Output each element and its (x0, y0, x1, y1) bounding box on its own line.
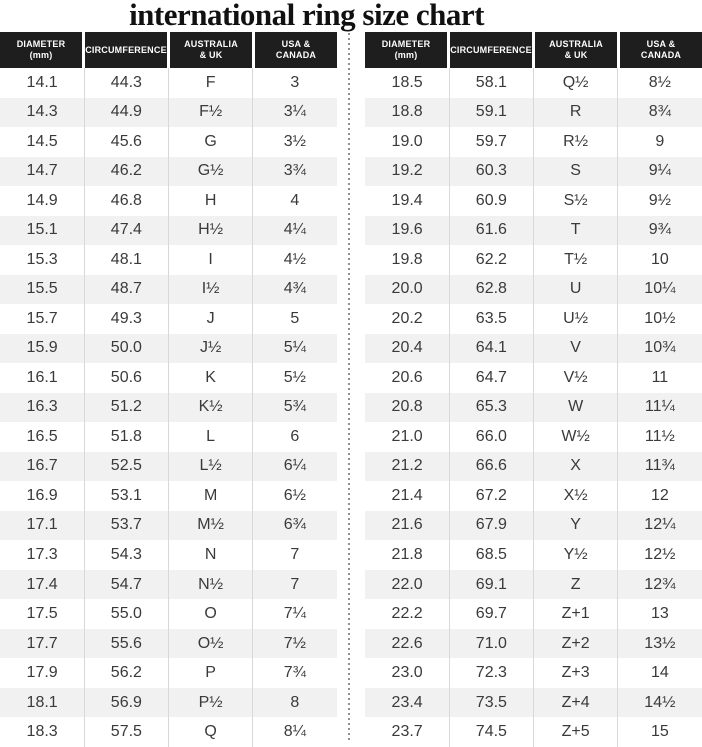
table-cell: 66.0 (475, 427, 507, 445)
column-header-line: & UK (199, 50, 223, 60)
column-header-usa-canada (620, 32, 702, 68)
column-header-line: & UK (564, 50, 588, 60)
table-cell: 9 (655, 132, 665, 150)
table-cell: 16.9 (26, 486, 58, 504)
table-cell: W (568, 398, 584, 416)
column-header-line: CANADA (640, 50, 682, 60)
table-cell: X½ (563, 486, 588, 504)
table-cell: 8¼ (283, 723, 306, 741)
column-header-line: DIAMETER (381, 39, 431, 49)
table-cell: 44.9 (110, 103, 142, 121)
table-cell: 21.2 (391, 457, 423, 475)
table-cell: 53.7 (110, 516, 142, 534)
table-cell: 8 (290, 693, 300, 711)
table-cell: 50.0 (110, 339, 142, 357)
table-cell: 50.6 (110, 368, 142, 386)
table-cell: 49.3 (110, 309, 142, 327)
table-cell: 19.0 (391, 132, 423, 150)
table-row (365, 511, 702, 541)
table-cell: 4¾ (283, 280, 306, 298)
table-cell: F½ (199, 103, 223, 121)
table-cell: 22.0 (391, 575, 423, 593)
table-cell: H½ (198, 221, 224, 239)
table-row (0, 599, 337, 629)
table-header-row (0, 32, 337, 68)
table-cell: 4½ (283, 250, 306, 268)
table-cell: 22.6 (391, 634, 423, 652)
table-row (0, 157, 337, 187)
column-header-australia-uk (170, 32, 252, 68)
table-row (365, 216, 702, 246)
table-row (365, 363, 702, 393)
table-cell: 59.1 (475, 103, 507, 121)
table-cell: 20.0 (391, 280, 423, 298)
table-cell: 47.4 (110, 221, 142, 239)
table-row (365, 422, 702, 452)
table-row (365, 98, 702, 128)
table-cell: 18.5 (391, 73, 423, 91)
table-cell: 46.8 (110, 191, 142, 209)
table-cell: 6¾ (283, 516, 306, 534)
table-cell: 54.3 (110, 546, 142, 563)
table-cell: K (205, 368, 216, 386)
table-cell: R½ (563, 132, 589, 150)
table-cell: 7 (290, 546, 300, 563)
table-cell: 14 (650, 664, 669, 682)
table-row (0, 186, 337, 216)
table-cell: 59.7 (475, 132, 507, 150)
table-cell: Z+3 (561, 664, 590, 682)
column-header-australia-uk (535, 32, 617, 68)
table-cell: U½ (563, 309, 589, 327)
column-header-line: USA & (281, 39, 311, 49)
table-cell: 16.3 (26, 398, 58, 416)
table-cell: 7½ (283, 634, 306, 652)
table-cell: 74.5 (475, 723, 507, 741)
table-cell: P½ (198, 693, 223, 711)
table-cell: 9½ (648, 191, 671, 209)
table-cell: 21.8 (391, 546, 423, 563)
table-row (365, 540, 702, 570)
table-cell: 5¼ (283, 339, 306, 357)
ring-size-table-right (365, 32, 702, 747)
table-cell: 62.8 (475, 280, 507, 298)
table-cell: M (203, 486, 218, 504)
table-cell: I (208, 250, 213, 268)
table-row (365, 275, 702, 305)
table-row (365, 186, 702, 216)
table-cell: 69.1 (475, 575, 507, 593)
table-cell: U (569, 280, 582, 298)
table-cell: 9¼ (648, 162, 671, 180)
table-cell: N (204, 546, 217, 563)
table-row (0, 570, 337, 600)
table-cell: Z+2 (561, 634, 590, 652)
table-row (0, 393, 337, 423)
table-cell: 17.7 (26, 634, 58, 652)
table-cell: L½ (199, 457, 222, 475)
table-cell: 7 (290, 575, 300, 593)
table-cell: N½ (198, 575, 224, 593)
table-row (365, 127, 702, 157)
table-cell: T½ (564, 250, 588, 268)
table-row (365, 481, 702, 511)
table-cell: H (204, 191, 217, 209)
table-cell: L (206, 427, 216, 445)
table-cell: 67.9 (475, 516, 507, 534)
table-cell: W½ (561, 427, 590, 445)
table-row (0, 68, 337, 98)
table-cell: Z+1 (561, 605, 590, 623)
table-cell: 12½ (644, 546, 676, 563)
table-row (0, 717, 337, 747)
table-cell: 11 (651, 368, 669, 386)
table-row (365, 658, 702, 688)
table-row (0, 481, 337, 511)
table-cell: 21.6 (391, 516, 423, 534)
table-cell: V (570, 339, 581, 357)
table-cell: 46.2 (110, 162, 142, 180)
table-row (365, 68, 702, 98)
table-cell: 73.5 (475, 693, 507, 711)
table-cell: 15.1 (26, 221, 58, 239)
table-row (0, 304, 337, 334)
table-cell: 3½ (283, 132, 306, 150)
table-cell: 54.7 (110, 575, 142, 593)
table-cell: O (204, 605, 217, 623)
table-row (365, 570, 702, 600)
table-cell: 4 (290, 191, 300, 209)
table-cell: 52.5 (110, 457, 142, 475)
table-cell: X (570, 457, 581, 475)
table-cell: 57.5 (110, 723, 142, 741)
table-cell: G (204, 132, 217, 150)
table-cell: 19.8 (391, 250, 423, 268)
column-header-line: AUSTRALIA (184, 39, 238, 49)
table-cell: 44.3 (110, 73, 142, 91)
table-cell: 13½ (644, 634, 676, 652)
table-row (0, 216, 337, 246)
column-header-line: (mm) (394, 50, 418, 60)
table-cell: 5½ (283, 368, 306, 386)
table-cell: T (570, 221, 581, 239)
table-cell: 23.0 (391, 664, 423, 682)
table-row (0, 422, 337, 452)
column-header-usa-canada (255, 32, 337, 68)
table-cell: 23.4 (391, 693, 423, 711)
table-cell: 51.8 (110, 427, 142, 445)
table-cell: Q½ (562, 73, 589, 91)
table-cell: 6½ (283, 486, 306, 504)
table-row (365, 599, 702, 629)
table-cell: 15.5 (26, 280, 58, 298)
table-cell: 55.6 (110, 634, 142, 652)
table-cell: 13 (650, 605, 669, 623)
table-cell: Z+5 (561, 723, 590, 741)
column-header-line: (mm) (29, 50, 53, 60)
table-cell: 17.5 (26, 605, 58, 623)
table-row (365, 245, 702, 275)
table-cell: Z+4 (561, 693, 590, 711)
table-row (365, 304, 702, 334)
table-cell: 20.4 (391, 339, 423, 357)
table-cell: 15 (650, 723, 669, 741)
table-row (0, 452, 337, 482)
table-cell: Z (570, 575, 581, 593)
table-cell: 14.1 (26, 73, 58, 91)
table-cell: 68.5 (475, 546, 507, 563)
ring-size-table-left (0, 32, 337, 747)
table-row (0, 688, 337, 718)
table-cell: 56.2 (110, 664, 142, 682)
table-cell: 16.1 (26, 368, 58, 386)
table-cell: 5¾ (283, 398, 306, 416)
column-header-line: CIRCUMFERENCE (85, 44, 167, 55)
table-cell: 16.7 (26, 457, 58, 475)
table-cell: 63.5 (475, 309, 507, 327)
table-row (0, 511, 337, 541)
table-cell: 56.9 (110, 693, 142, 711)
table-cell: 17.4 (26, 575, 58, 593)
table-cell: 18.3 (26, 723, 58, 741)
table-cell: 11½ (644, 427, 675, 445)
table-cell: 60.9 (475, 191, 507, 209)
table-cell: 20.6 (391, 368, 423, 386)
table-cell: 65.3 (475, 398, 507, 416)
table-cell: 23.7 (391, 723, 423, 741)
table-cell: G½ (197, 162, 224, 180)
table-cell: O½ (197, 634, 224, 652)
table-cell: I½ (201, 280, 220, 298)
table-row (0, 658, 337, 688)
table-cell: 61.6 (475, 221, 507, 239)
table-row (365, 393, 702, 423)
table-cell: 6¼ (283, 457, 306, 475)
table-cell: 14.9 (26, 191, 58, 209)
table-cell: 7¼ (283, 605, 306, 623)
table-cell: 12¾ (644, 575, 676, 593)
table-cell: 3¾ (283, 162, 306, 180)
table-row (365, 629, 702, 659)
column-header-line: AUSTRALIA (549, 39, 603, 49)
table-cell: 18.1 (26, 693, 58, 711)
table-cell: 64.1 (475, 339, 507, 357)
table-cell: 22.2 (391, 605, 423, 623)
table-cell: 12 (650, 486, 669, 504)
column-header-line: CIRCUMFERENCE (450, 44, 532, 55)
table-cell: 48.7 (110, 280, 142, 298)
table-cell: M½ (197, 516, 224, 534)
table-cell: 17.3 (26, 546, 58, 563)
table-header-row (365, 32, 702, 68)
table-cell: 3¼ (283, 103, 306, 121)
table-row (365, 334, 702, 364)
table-cell: 18.8 (391, 103, 423, 121)
table-cell: 11¼ (644, 398, 675, 416)
table-cell: 7¾ (283, 664, 306, 682)
table-cell: 21.4 (391, 486, 423, 504)
table-cell: 15.9 (26, 339, 58, 357)
table-cell: J½ (199, 339, 222, 357)
table-cell: P (205, 664, 216, 682)
table-cell: 72.3 (475, 664, 507, 682)
table-cell: R (569, 103, 582, 121)
table-cell: 14.7 (26, 162, 58, 180)
dotted-divider-line (348, 33, 350, 743)
page-title: international ring size chart (129, 0, 484, 32)
table-cell: 19.6 (391, 221, 423, 239)
table-cell: 12¼ (644, 516, 676, 534)
column-header-circumference (450, 32, 532, 68)
table-cell: 14.5 (26, 132, 58, 150)
table-cell: 10¼ (644, 280, 676, 298)
table-cell: 5 (290, 309, 300, 327)
table-cell: 60.3 (475, 162, 507, 180)
table-body-left (0, 68, 337, 747)
table-cell: 51.2 (110, 398, 142, 416)
table-cell: 64.7 (475, 368, 507, 386)
table-cell: 55.0 (110, 605, 142, 623)
table-row (365, 688, 702, 718)
table-cell: 71.0 (475, 634, 507, 652)
table-cell: S (570, 162, 581, 180)
table-row (0, 629, 337, 659)
table-cell: 10½ (644, 309, 676, 327)
table-cell: 66.6 (475, 457, 507, 475)
table-cell: 17.9 (26, 664, 58, 682)
table-row (365, 157, 702, 187)
table-cell: V½ (563, 368, 588, 386)
table-cell: 11¾ (644, 457, 675, 475)
table-cell: 48.1 (110, 250, 142, 268)
table-cell: F (205, 73, 216, 91)
table-cell: Y½ (563, 546, 588, 563)
table-cell: K½ (198, 398, 223, 416)
table-cell: 69.7 (475, 605, 507, 623)
table-cell: 3 (290, 73, 300, 91)
table-cell: 15.3 (26, 250, 58, 268)
column-header-circumference (85, 32, 167, 68)
table-row (0, 363, 337, 393)
table-row (0, 245, 337, 275)
table-row (0, 127, 337, 157)
table-cell: Y (570, 516, 581, 534)
table-cell: 45.6 (110, 132, 142, 150)
table-cell: 67.2 (475, 486, 507, 504)
table-body-right (365, 68, 702, 747)
table-cell: 20.8 (391, 398, 423, 416)
column-header-diameter (365, 32, 447, 68)
table-cell: 10 (650, 250, 669, 268)
table-cell: 53.1 (110, 486, 142, 504)
table-cell: 8½ (648, 73, 671, 91)
table-row (365, 717, 702, 747)
column-header-diameter (0, 32, 82, 68)
table-row (365, 452, 702, 482)
column-header-line: CANADA (275, 50, 317, 60)
table-cell: 15.7 (26, 309, 58, 327)
table-cell: 14½ (644, 693, 676, 711)
table-row (0, 98, 337, 128)
table-row (0, 540, 337, 570)
table-cell: 14.3 (26, 103, 58, 121)
table-row (0, 275, 337, 305)
table-row (0, 334, 337, 364)
table-cell: 17.1 (26, 516, 58, 534)
table-cell: 20.2 (391, 309, 423, 327)
table-cell: 9¾ (648, 221, 671, 239)
table-cell: 21.0 (391, 427, 423, 445)
table-cell: 19.2 (391, 162, 423, 180)
table-cell: 19.4 (391, 191, 423, 209)
table-cell: 6 (290, 427, 300, 445)
table-cell: 58.1 (475, 73, 507, 91)
column-header-line: USA & (646, 39, 676, 49)
table-cell: J (206, 309, 215, 327)
table-cell: 8¾ (648, 103, 671, 121)
table-cell: S½ (563, 191, 588, 209)
table-cell: 4¼ (283, 221, 306, 239)
table-cell: 10¾ (644, 339, 676, 357)
column-header-line: DIAMETER (16, 39, 66, 49)
table-cell: 16.5 (26, 427, 58, 445)
table-cell: Q (204, 723, 217, 741)
table-cell: 62.2 (475, 250, 507, 268)
